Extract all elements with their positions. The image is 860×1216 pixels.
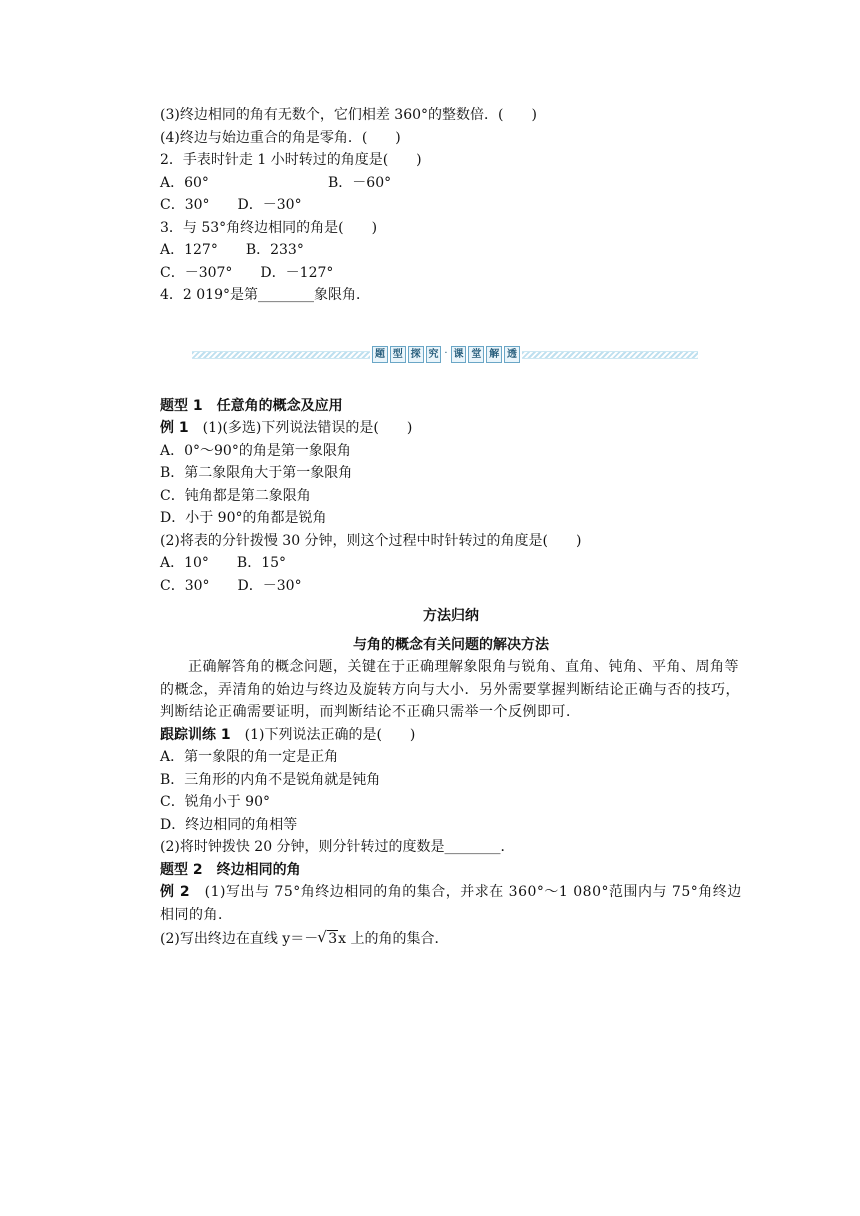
question-3: 3．与 53°角终边相同的角是( ) bbox=[160, 219, 378, 236]
document-page bbox=[160, 104, 742, 951]
example-label: 例 1 bbox=[160, 420, 189, 436]
question-2: 2．手表时针走 1 小时转过的角度是( ) bbox=[160, 152, 422, 168]
example-label: 例 2 bbox=[160, 884, 191, 900]
radicand: 3 bbox=[328, 931, 338, 947]
banner-char: 透 bbox=[504, 346, 520, 363]
example-1 bbox=[160, 417, 742, 440]
banner-stripe-left bbox=[192, 351, 370, 359]
section-title: 题型 2 终边相同的角 bbox=[160, 861, 301, 878]
options-row bbox=[160, 172, 742, 195]
question-text: (2)写出终边在直线 y＝－ bbox=[160, 931, 319, 947]
banner-char: 型 bbox=[390, 346, 406, 363]
option-b: B．第二象限角大于第一象限角 bbox=[160, 465, 353, 481]
option-d: D．小于 90°的角都是锐角 bbox=[160, 510, 327, 526]
practice-1 bbox=[160, 724, 742, 747]
section-banner bbox=[160, 323, 742, 383]
practice-label: 跟踪训练 1 bbox=[160, 726, 231, 743]
section-title: 题型 1 任意角的概念及应用 bbox=[160, 397, 343, 414]
question-line: (3)终边相同的角有无数个，它们相差 360°的整数倍．( ) bbox=[160, 107, 537, 123]
method-body: 正确解答角的概念问题，关键在于正确理解象限角与锐角、直角、钝角、平角、周角等的概念，弄清角的始边与终边及旋转方向与大小．另外需要掌握判断结论正确与否的技巧，判断结论正确需要证明，而判断结论不正确只需举一个反例即可． bbox=[160, 659, 740, 720]
example-question bbox=[160, 928, 742, 951]
option-b: B．三角形的内角不是锐角就是钝角 bbox=[160, 771, 381, 788]
option-b: B．－60° bbox=[328, 174, 392, 191]
example-question: (1)(多选)下列说法错误的是( ) bbox=[188, 420, 413, 436]
question-line: (4)终边与始边重合的角是零角．( ) bbox=[160, 129, 401, 146]
banner-char: 解 bbox=[486, 346, 502, 363]
options-row: C．－307° D．－127° bbox=[160, 264, 334, 281]
banner-title bbox=[372, 345, 520, 365]
option-c: C．钝角都是第二象限角 bbox=[160, 487, 311, 504]
example-question: (1)写出与 75°角终边相同的角的集合，并求在 360°～1 080°范围内与 75°角终边相同的角． bbox=[160, 884, 742, 923]
banner-char: 堂 bbox=[468, 346, 484, 363]
option-a: A．0°～90°的角是第一象限角 bbox=[160, 442, 351, 459]
option-a: A．60° bbox=[160, 174, 209, 191]
practice-question: (1)下列说法正确的是( ) bbox=[230, 726, 416, 743]
example-2 bbox=[160, 881, 742, 926]
option-d: D．终边相同的角相等 bbox=[160, 816, 298, 833]
question-4: 4．2 019°是第________象限角． bbox=[160, 287, 370, 303]
method-subheading: 与角的概念有关问题的解决方法 bbox=[353, 636, 549, 653]
option-a: A．第一象限的角一定是正角 bbox=[160, 749, 339, 765]
banner-stripe-right bbox=[522, 351, 698, 359]
options-row: A．10° B．15° bbox=[160, 555, 287, 571]
banner-char: 究 bbox=[426, 346, 442, 363]
sqrt-symbol bbox=[318, 928, 338, 951]
banner-char: 探 bbox=[408, 346, 424, 363]
banner-separator: · bbox=[444, 348, 448, 360]
banner-char: 题 bbox=[372, 346, 388, 363]
practice-question: (2)将时钟拨快 20 分钟，则分针转过的度数是________． bbox=[160, 839, 515, 855]
options-row: C．30° D．－30° bbox=[160, 197, 302, 213]
question-text: x 上的角的集合． bbox=[338, 931, 449, 947]
method-heading: 方法归纳 bbox=[423, 608, 479, 624]
options-row: A．127° B．233° bbox=[160, 242, 304, 258]
example-question: (2)将表的分针拨慢 30 分钟，则这个过程中时针转过的角度是( ) bbox=[160, 532, 582, 549]
banner-char: 课 bbox=[451, 346, 467, 363]
options-row: C．30° D．－30° bbox=[160, 577, 302, 594]
option-c: C．锐角小于 90° bbox=[160, 794, 270, 810]
